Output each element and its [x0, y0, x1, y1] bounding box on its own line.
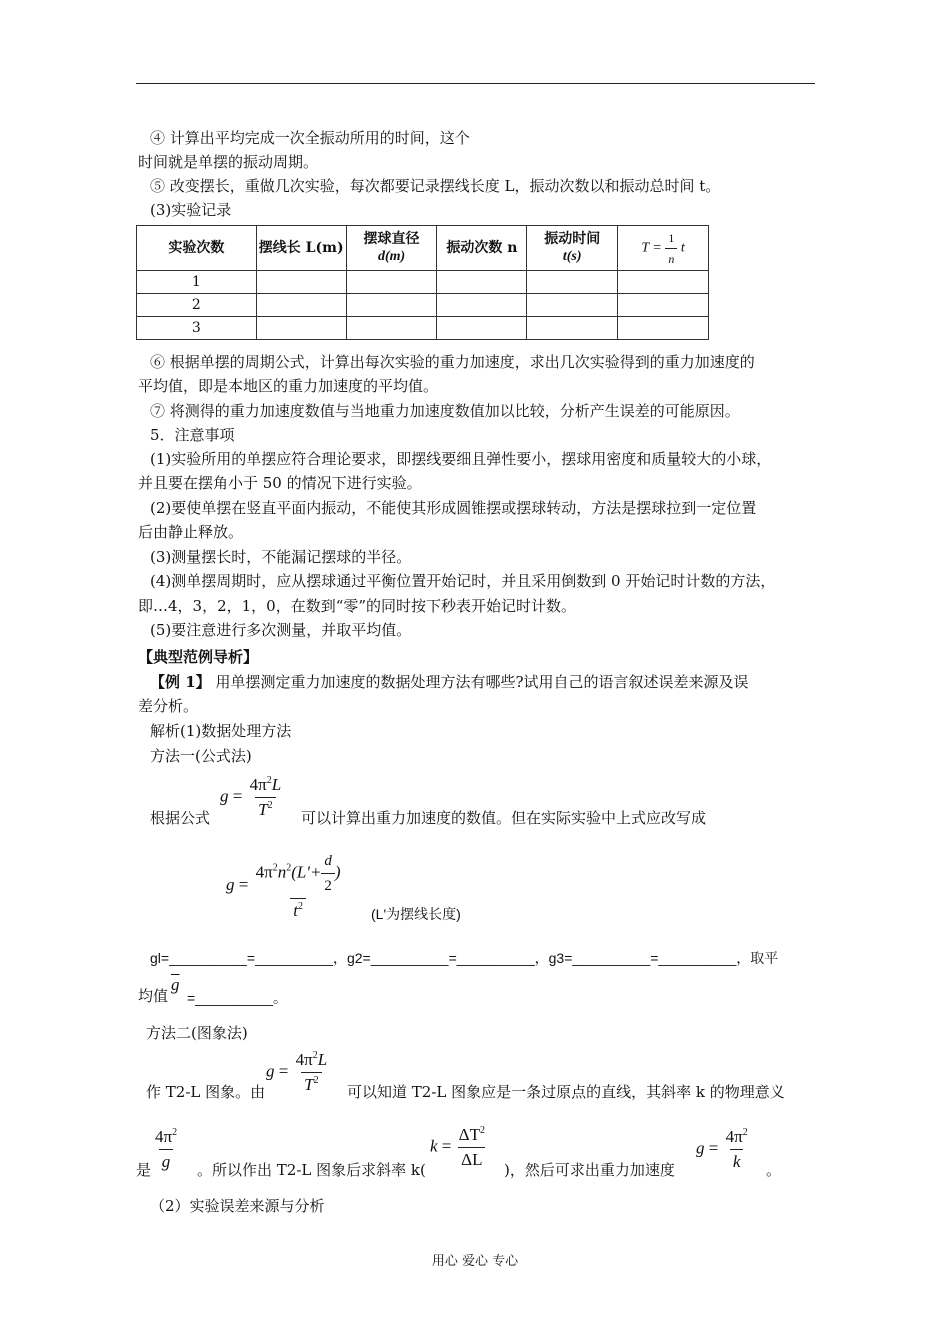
average-blank: =__________。 — [187, 990, 288, 1006]
example-label: 【例 1】 — [150, 673, 211, 691]
formula-g-method2: g = $\frac{4\pi^2L}{T^2}$ — [266, 1050, 328, 1094]
note-2-line2: 后由静止释放。 — [138, 523, 244, 541]
step-6-line1: ⑥ 根据单摆的周期公式，计算出每次实验的重力加速度，求出几次实验得到的重力加速度的 — [150, 353, 755, 371]
header-ball-diameter: 摆球直径 d(m) — [346, 226, 437, 271]
row-index: 2 — [137, 294, 257, 317]
header-period-formula: T = $\frac{1}{n}$ t — [618, 226, 709, 271]
note-1-line2: 并且要在摆角小于 50 的情况下进行实验。 — [138, 474, 422, 492]
notes-heading: 5．注意事项 — [150, 426, 235, 444]
step-7: ⑦ 将测得的重力加速度数值与当地重力加速度数值加以比较，分析产生误差的可能原因。 — [150, 402, 740, 420]
header-trial-count: 实验次数 — [137, 226, 257, 271]
formula-suffix: 可以计算出重力加速度的数值。但在实际实验中上式应改写成 — [301, 809, 707, 827]
is-text: 是 — [136, 1161, 152, 1179]
section-heading: 【典型范例导析】 — [138, 648, 259, 666]
g-bar-symbol: $\overline{g}$ — [171, 975, 180, 994]
method-1-heading: 方法一(公式法) — [150, 747, 252, 765]
note-4-line1: (4)测单摆周期时，应从摆球通过平衡位置开始记时，并且采用倒数到 0 开始记时计数的方法， — [150, 572, 776, 590]
table-row — [137, 294, 709, 317]
step-4-line1: ④ 计算出平均完成一次全振动所用的时间，这个 — [150, 129, 470, 147]
g-values-line: gl=__________=__________，g2=__________=__________，g3=__________=__________，取平 — [150, 950, 779, 966]
example-question-line1: 【例 1】 用单摆测定重力加速度的数据处理方法有哪些?试用自己的语言叙述误差来源及误 — [150, 673, 749, 691]
formula-slope-meaning: $\frac{4\pi^2}{g}$ — [155, 1127, 178, 1171]
then-text: )，然后可求出重力加速度 — [504, 1161, 675, 1179]
step-5: ⑤ 改变摆长，重做几次实验，每次都要记录摆线长度 L，振动次数以和振动总时间 t。 — [150, 177, 721, 195]
note-4-line2: 即…4，3，2，1，0，在数到“零”的同时按下秒表开始记时计数。 — [138, 597, 577, 615]
table-row — [137, 317, 709, 340]
lprime-note: (L'为摆线长度) — [371, 906, 461, 922]
row-index: 1 — [137, 271, 257, 294]
row-index: 3 — [137, 317, 257, 340]
record-heading: (3)实验记录 — [150, 201, 232, 219]
record-table — [136, 225, 709, 340]
formula-g-extended: g = $4\pi^2n^2(L'+$ $\frac{d}{2}$ ) $t^2$ — [226, 853, 341, 920]
method-2-suffix: 可以知道 T2-L 图象应是一条过原点的直线，其斜率 k 的物理意义 — [347, 1083, 785, 1101]
end-period: 。 — [766, 1161, 782, 1179]
analysis-heading: 解析(1)数据处理方法 — [150, 722, 292, 740]
slope-text: 。所以作出 T2-L 图象后求斜率 k( — [197, 1161, 426, 1179]
formula-k: k = $\frac{\Delta T^2}{\Delta L}$ — [430, 1125, 485, 1169]
page-footer: 用心 爱心 专心 — [431, 1254, 519, 1269]
note-5: (5)要注意进行多次测量，并取平均值。 — [150, 621, 412, 639]
part-2-heading: （2）实验误差来源与分析 — [150, 1197, 325, 1215]
note-3: (3)测量摆长时，不能漏记摆球的半径。 — [150, 548, 412, 566]
step-6-line2: 平均值，即是本地区的重力加速度的平均值。 — [138, 377, 439, 395]
formula-g-from-k: g = $\frac{4\pi^2}{k}$ — [696, 1127, 748, 1171]
note-2-line1: (2)要使单摆在竖直平面内振动，不能使其形成圆锥摆或摆球转动，方法是摆球拉到一定位置 — [150, 499, 757, 517]
header-string-length: 摆线长 L(m) — [256, 226, 346, 271]
note-1-line1: (1)实验所用的单摆应符合理论要求，即摆线要细且弹性要小，摆球用密度和质量较大的小球， — [150, 450, 772, 468]
formula-g-basic: g = $\frac{4\pi^2L}{T^2}$ — [220, 775, 282, 819]
method-2-heading: 方法二(图象法) — [146, 1024, 248, 1042]
record-table-header — [137, 226, 709, 271]
header-oscillation-count: 振动次数 n — [437, 226, 527, 271]
header-rule — [136, 83, 815, 84]
header-oscillation-time: 振动时间 t(s) — [527, 226, 618, 271]
step-4-line2: 时间就是单摆的振动周期。 — [138, 153, 319, 171]
example-question-line2: 差分析。 — [138, 697, 199, 715]
method-2-prefix: 作 T2-L 图象。由 — [146, 1083, 266, 1101]
formula-prefix: 根据公式 — [150, 809, 211, 827]
table-row — [137, 271, 709, 294]
average-label: 均值 — [138, 987, 169, 1005]
